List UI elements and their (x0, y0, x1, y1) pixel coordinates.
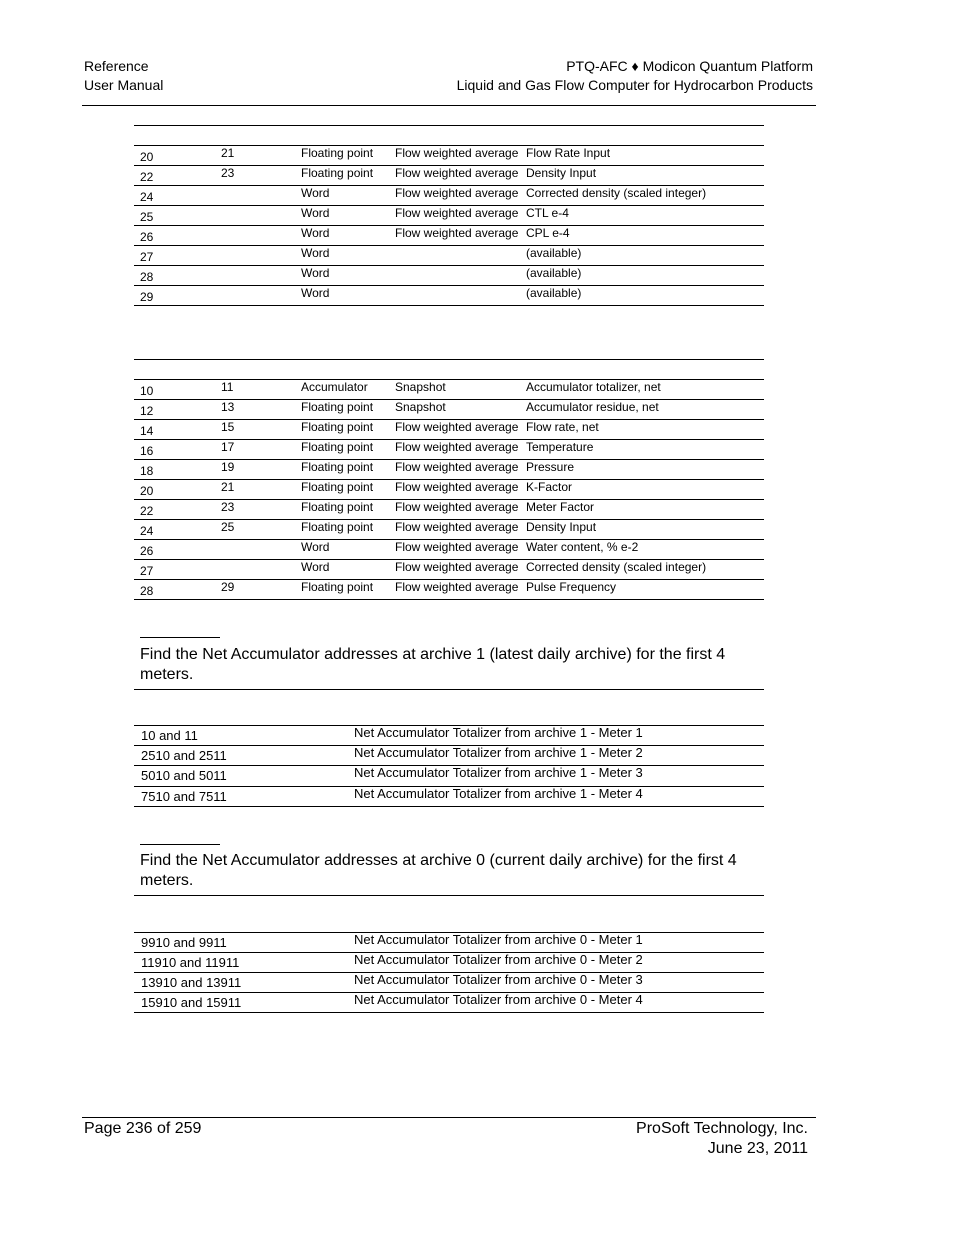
table1-row-cell: 21 (221, 146, 235, 160)
table2-row-cell: Water content, % e-2 (526, 540, 639, 554)
table2-row-cell: Flow weighted average (395, 580, 519, 594)
table2-row-cell: Floating point (301, 440, 374, 454)
table2-row-cell: K-Factor (526, 480, 573, 494)
table1-row-cell: Floating point (301, 146, 374, 160)
table2-row-cell: Word (301, 540, 330, 554)
table2-row-cell: Flow weighted average (395, 460, 519, 474)
table2-row-cell: 16 (140, 444, 154, 458)
table2-row-cell: Flow weighted average (395, 440, 519, 454)
table2-row-cell: 10 (140, 384, 154, 398)
table2-row-cell: Floating point (301, 500, 374, 514)
example1-row-cell: Net Accumulator Totalizer from archive 1 - Meter 4 (354, 785, 643, 801)
table2-row-cell: Flow weighted average (395, 480, 519, 494)
example2-row-cell: Net Accumulator Totalizer from archive 0 - Meter 3 (354, 972, 643, 987)
table1-row-cell: Flow weighted average (395, 226, 519, 240)
example1-rule-short (140, 637, 220, 638)
table1-row-rule (134, 245, 764, 246)
table2-top-rule (134, 359, 764, 360)
table2-row-cell: 14 (140, 424, 154, 438)
table2-row-cell: Floating point (301, 460, 374, 474)
table2-row-cell: 27 (140, 564, 154, 578)
table2-row-cell: Density Input (526, 520, 597, 534)
table1-row-cell: 29 (140, 290, 154, 304)
table2-row-rule (134, 599, 764, 600)
table1-row-cell: Density Input (526, 166, 597, 180)
example2-row-cell: Net Accumulator Totalizer from archive 0 - Meter 1 (354, 932, 643, 947)
table2-row-cell: Meter Factor (526, 500, 595, 514)
table1-row-cell: (available) (526, 286, 582, 300)
example2-row-cell: 11910 and 11911 (141, 955, 240, 970)
header-subtitle: Liquid and Gas Flow Computer for Hydrocarbon Products (456, 77, 813, 93)
table1-row-cell: Word (301, 206, 330, 220)
table1-row-cell: Flow weighted average (395, 206, 519, 220)
table2-row-cell: 17 (221, 440, 235, 454)
example1-row-cell: Net Accumulator Totalizer from archive 1 - Meter 2 (354, 745, 643, 761)
example1-row-cell: 10 and 11 (141, 728, 198, 743)
header-product: PTQ-AFC ♦ Modicon Quantum Platform (566, 58, 813, 74)
footer-right (636, 1119, 808, 1159)
table1-row-cell: 26 (140, 230, 154, 244)
table1-row-cell: CTL e-4 (526, 206, 569, 220)
example2-rule-short (140, 844, 220, 845)
header-section: Reference (84, 58, 149, 74)
footer-company: ProSoft Technology, Inc. (636, 1120, 808, 1137)
example2-text: Find the Net Accumulator addresses at archive 0 (current daily archive) for the first 4 meters. (140, 852, 737, 889)
table1-row-cell: Word (301, 226, 330, 240)
example2-rule (134, 895, 764, 896)
table2-row-cell: Snapshot (395, 380, 446, 394)
table1-row-cell: 28 (140, 270, 154, 284)
example2-row-cell: Net Accumulator Totalizer from archive 0 - Meter 4 (354, 992, 643, 1007)
table2-row-cell: 26 (140, 544, 154, 558)
table1-row-cell: Flow weighted average (395, 166, 519, 180)
table2-row-cell: Floating point (301, 480, 374, 494)
table2-row-cell: Flow rate, net (526, 420, 599, 434)
table2-row-cell: 28 (140, 584, 154, 598)
table2-row-cell: 23 (221, 500, 235, 514)
table2-row-cell: 19 (221, 460, 235, 474)
table2-row-cell: 11 (221, 380, 234, 394)
table2-row-cell: Flow weighted average (395, 560, 519, 574)
table2-row-cell: Flow weighted average (395, 540, 519, 554)
header-rule (82, 105, 816, 106)
table2-row-cell: Accumulator residue, net (526, 400, 659, 414)
table2-row-cell: Accumulator (301, 380, 368, 394)
table1-row-cell: 25 (140, 210, 154, 224)
table1-row-cell: Flow weighted average (395, 146, 519, 160)
example2-row-cell: 9910 and 9911 (141, 935, 227, 950)
table1-row-cell: Word (301, 246, 330, 260)
example1-text: Find the Net Accumulator addresses at archive 1 (latest daily archive) for the first 4 meters. (140, 646, 726, 683)
table1-row-cell: Word (301, 266, 330, 280)
table2-row-cell: 13 (221, 400, 235, 414)
table2-row-cell: 15 (221, 420, 235, 434)
table1-row-cell: Floating point (301, 166, 374, 180)
table1-row-cell: Word (301, 186, 330, 200)
table2-row-cell: Snapshot (395, 400, 446, 414)
table1-row-cell: (available) (526, 246, 582, 260)
footer-rule (82, 1117, 816, 1118)
table2-row-cell: Pulse Frequency (526, 580, 617, 594)
footer-date: June 23, 2011 (707, 1140, 808, 1157)
table2-row-cell: Floating point (301, 400, 374, 414)
table2-row-cell: 22 (140, 504, 154, 518)
example1-row-cell: Net Accumulator Totalizer from archive 1 - Meter 3 (354, 765, 643, 781)
table1-row-cell: 22 (140, 170, 154, 184)
table2-row-cell: 18 (140, 464, 154, 478)
table2-row-cell: Floating point (301, 420, 374, 434)
table1-row-rule (134, 285, 764, 286)
table2-row-cell: 21 (221, 480, 235, 494)
table2-row-cell: Accumulator totalizer, net (526, 380, 661, 394)
example1-row-cell: 2510 and 2511 (141, 748, 227, 764)
table1-row-cell: 20 (140, 150, 154, 164)
table1-row-cell: Flow Rate Input (526, 146, 611, 160)
table2-row-cell: Pressure (526, 460, 575, 474)
example1-rule (134, 689, 764, 690)
table2-row-cell: 29 (221, 580, 235, 594)
table1-row-cell: (available) (526, 266, 582, 280)
example2-row-cell: 15910 and 15911 (141, 995, 242, 1010)
table2-row-cell: 24 (140, 524, 154, 538)
table1-row-cell: Flow weighted average (395, 186, 519, 200)
table2-row-cell: Corrected density (scaled integer) (526, 560, 707, 574)
table1-row-cell: CPL e-4 (526, 226, 570, 240)
table2-row-cell: 20 (140, 484, 154, 498)
example2-row-rule (134, 1012, 764, 1013)
table1-row-cell: 27 (140, 250, 154, 264)
table2-row-cell: Word (301, 560, 330, 574)
table1-row-cell: Word (301, 286, 330, 300)
table1-top-rule (134, 125, 764, 126)
example2-row-cell: 13910 and 13911 (141, 975, 242, 990)
example1-row-rule (134, 806, 764, 807)
example1-row-cell: Net Accumulator Totalizer from archive 1 - Meter 1 (354, 725, 643, 740)
table2-row-cell: 25 (221, 520, 235, 534)
table1-row-rule (134, 265, 764, 266)
table1-row-cell: 24 (140, 190, 154, 204)
table2-row-cell: Temperature (526, 440, 594, 454)
header-left (84, 57, 163, 95)
footer-page-number: Page 236 of 259 (84, 1120, 202, 1137)
table2-row-cell: 12 (140, 404, 154, 418)
table2-row-cell: Flow weighted average (395, 420, 519, 434)
table1-row-cell: 23 (221, 166, 235, 180)
table2-row-cell: Flow weighted average (395, 520, 519, 534)
table2-row-cell: Floating point (301, 520, 374, 534)
table1-row-rule (134, 305, 764, 306)
table2-row-cell: Floating point (301, 580, 374, 594)
header-right (457, 57, 813, 95)
table2-row-cell: Flow weighted average (395, 500, 519, 514)
example1-row-cell: 7510 and 7511 (141, 788, 227, 804)
table1-row-cell: Corrected density (scaled integer) (526, 186, 707, 200)
example1-row-cell: 5010 and 5011 (141, 768, 227, 784)
example2-row-cell: Net Accumulator Totalizer from archive 0 - Meter 2 (354, 952, 643, 967)
header-doc-type: User Manual (84, 77, 164, 93)
